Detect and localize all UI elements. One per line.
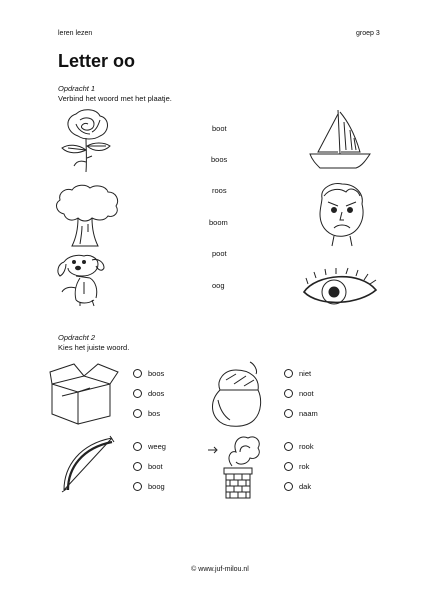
radio-button[interactable] — [133, 442, 142, 451]
option-label: naam — [299, 408, 318, 418]
angry-face-image[interactable] — [312, 180, 368, 248]
tree-image[interactable] — [52, 182, 122, 248]
radio-button[interactable] — [284, 462, 293, 471]
option-label: boos — [148, 368, 165, 378]
radio-button[interactable] — [133, 409, 142, 418]
radio-button[interactable] — [284, 442, 293, 451]
choice-option[interactable] — [284, 476, 314, 496]
option-label: boog — [148, 481, 165, 491]
choice-group-box — [133, 363, 164, 423]
radio-button[interactable] — [284, 389, 293, 398]
dog-image[interactable] — [54, 252, 110, 308]
option-label: rok — [299, 461, 310, 471]
bow-image[interactable] — [56, 436, 116, 492]
option-label: weeg — [148, 441, 166, 451]
header-left: leren lezen — [58, 30, 93, 37]
choice-option[interactable] — [284, 363, 318, 383]
choice-option[interactable] — [133, 456, 166, 476]
radio-button[interactable] — [284, 409, 293, 418]
boat-image[interactable] — [308, 108, 372, 170]
rose-image[interactable] — [56, 106, 120, 176]
option-label: doos — [148, 388, 165, 398]
exercise1-label: Opdracht 1 — [58, 84, 96, 93]
header-right: groep 3 — [356, 30, 380, 37]
radio-button[interactable] — [284, 482, 293, 491]
match-word[interactable]: boom — [209, 218, 228, 227]
choice-option[interactable] — [133, 436, 166, 456]
eye-image[interactable] — [300, 266, 380, 310]
option-label: rook — [299, 441, 314, 451]
choice-option[interactable] — [133, 403, 164, 423]
match-word[interactable]: boot — [212, 124, 227, 133]
option-label: dak — [299, 481, 312, 491]
choice-option[interactable] — [284, 383, 318, 403]
exercise2-instruction: Kies het juiste woord. — [58, 343, 130, 352]
choice-option[interactable] — [284, 403, 318, 423]
choice-group-bow — [133, 436, 166, 496]
footer-copyright: © www.juf-milou.nl — [191, 566, 249, 573]
match-word[interactable]: oog — [212, 281, 225, 290]
box-image[interactable] — [48, 362, 120, 426]
radio-button[interactable] — [133, 369, 142, 378]
match-word[interactable]: poot — [212, 249, 227, 258]
option-label: noot — [299, 388, 314, 398]
option-label: boot — [148, 461, 163, 471]
choice-option[interactable] — [133, 363, 164, 383]
exercise1-instruction: Verbind het woord met het plaatje. — [58, 94, 172, 103]
choice-group-acorn — [284, 363, 318, 423]
radio-button[interactable] — [133, 482, 142, 491]
page-title: Letter oo — [58, 51, 136, 71]
option-label: bos — [148, 408, 161, 418]
chimney-image[interactable] — [206, 430, 268, 500]
option-label: niet — [299, 368, 312, 378]
choice-option[interactable] — [133, 476, 166, 496]
choice-group-chimney — [284, 436, 314, 496]
acorn-image[interactable] — [206, 360, 268, 428]
choice-option[interactable] — [284, 456, 314, 476]
radio-button[interactable] — [133, 389, 142, 398]
choice-option[interactable] — [284, 436, 314, 456]
match-word[interactable]: roos — [212, 186, 227, 195]
match-word[interactable]: boos — [211, 155, 228, 164]
exercise2-label: Opdracht 2 — [58, 333, 96, 342]
radio-button[interactable] — [133, 462, 142, 471]
radio-button[interactable] — [284, 369, 293, 378]
choice-option[interactable] — [133, 383, 164, 403]
